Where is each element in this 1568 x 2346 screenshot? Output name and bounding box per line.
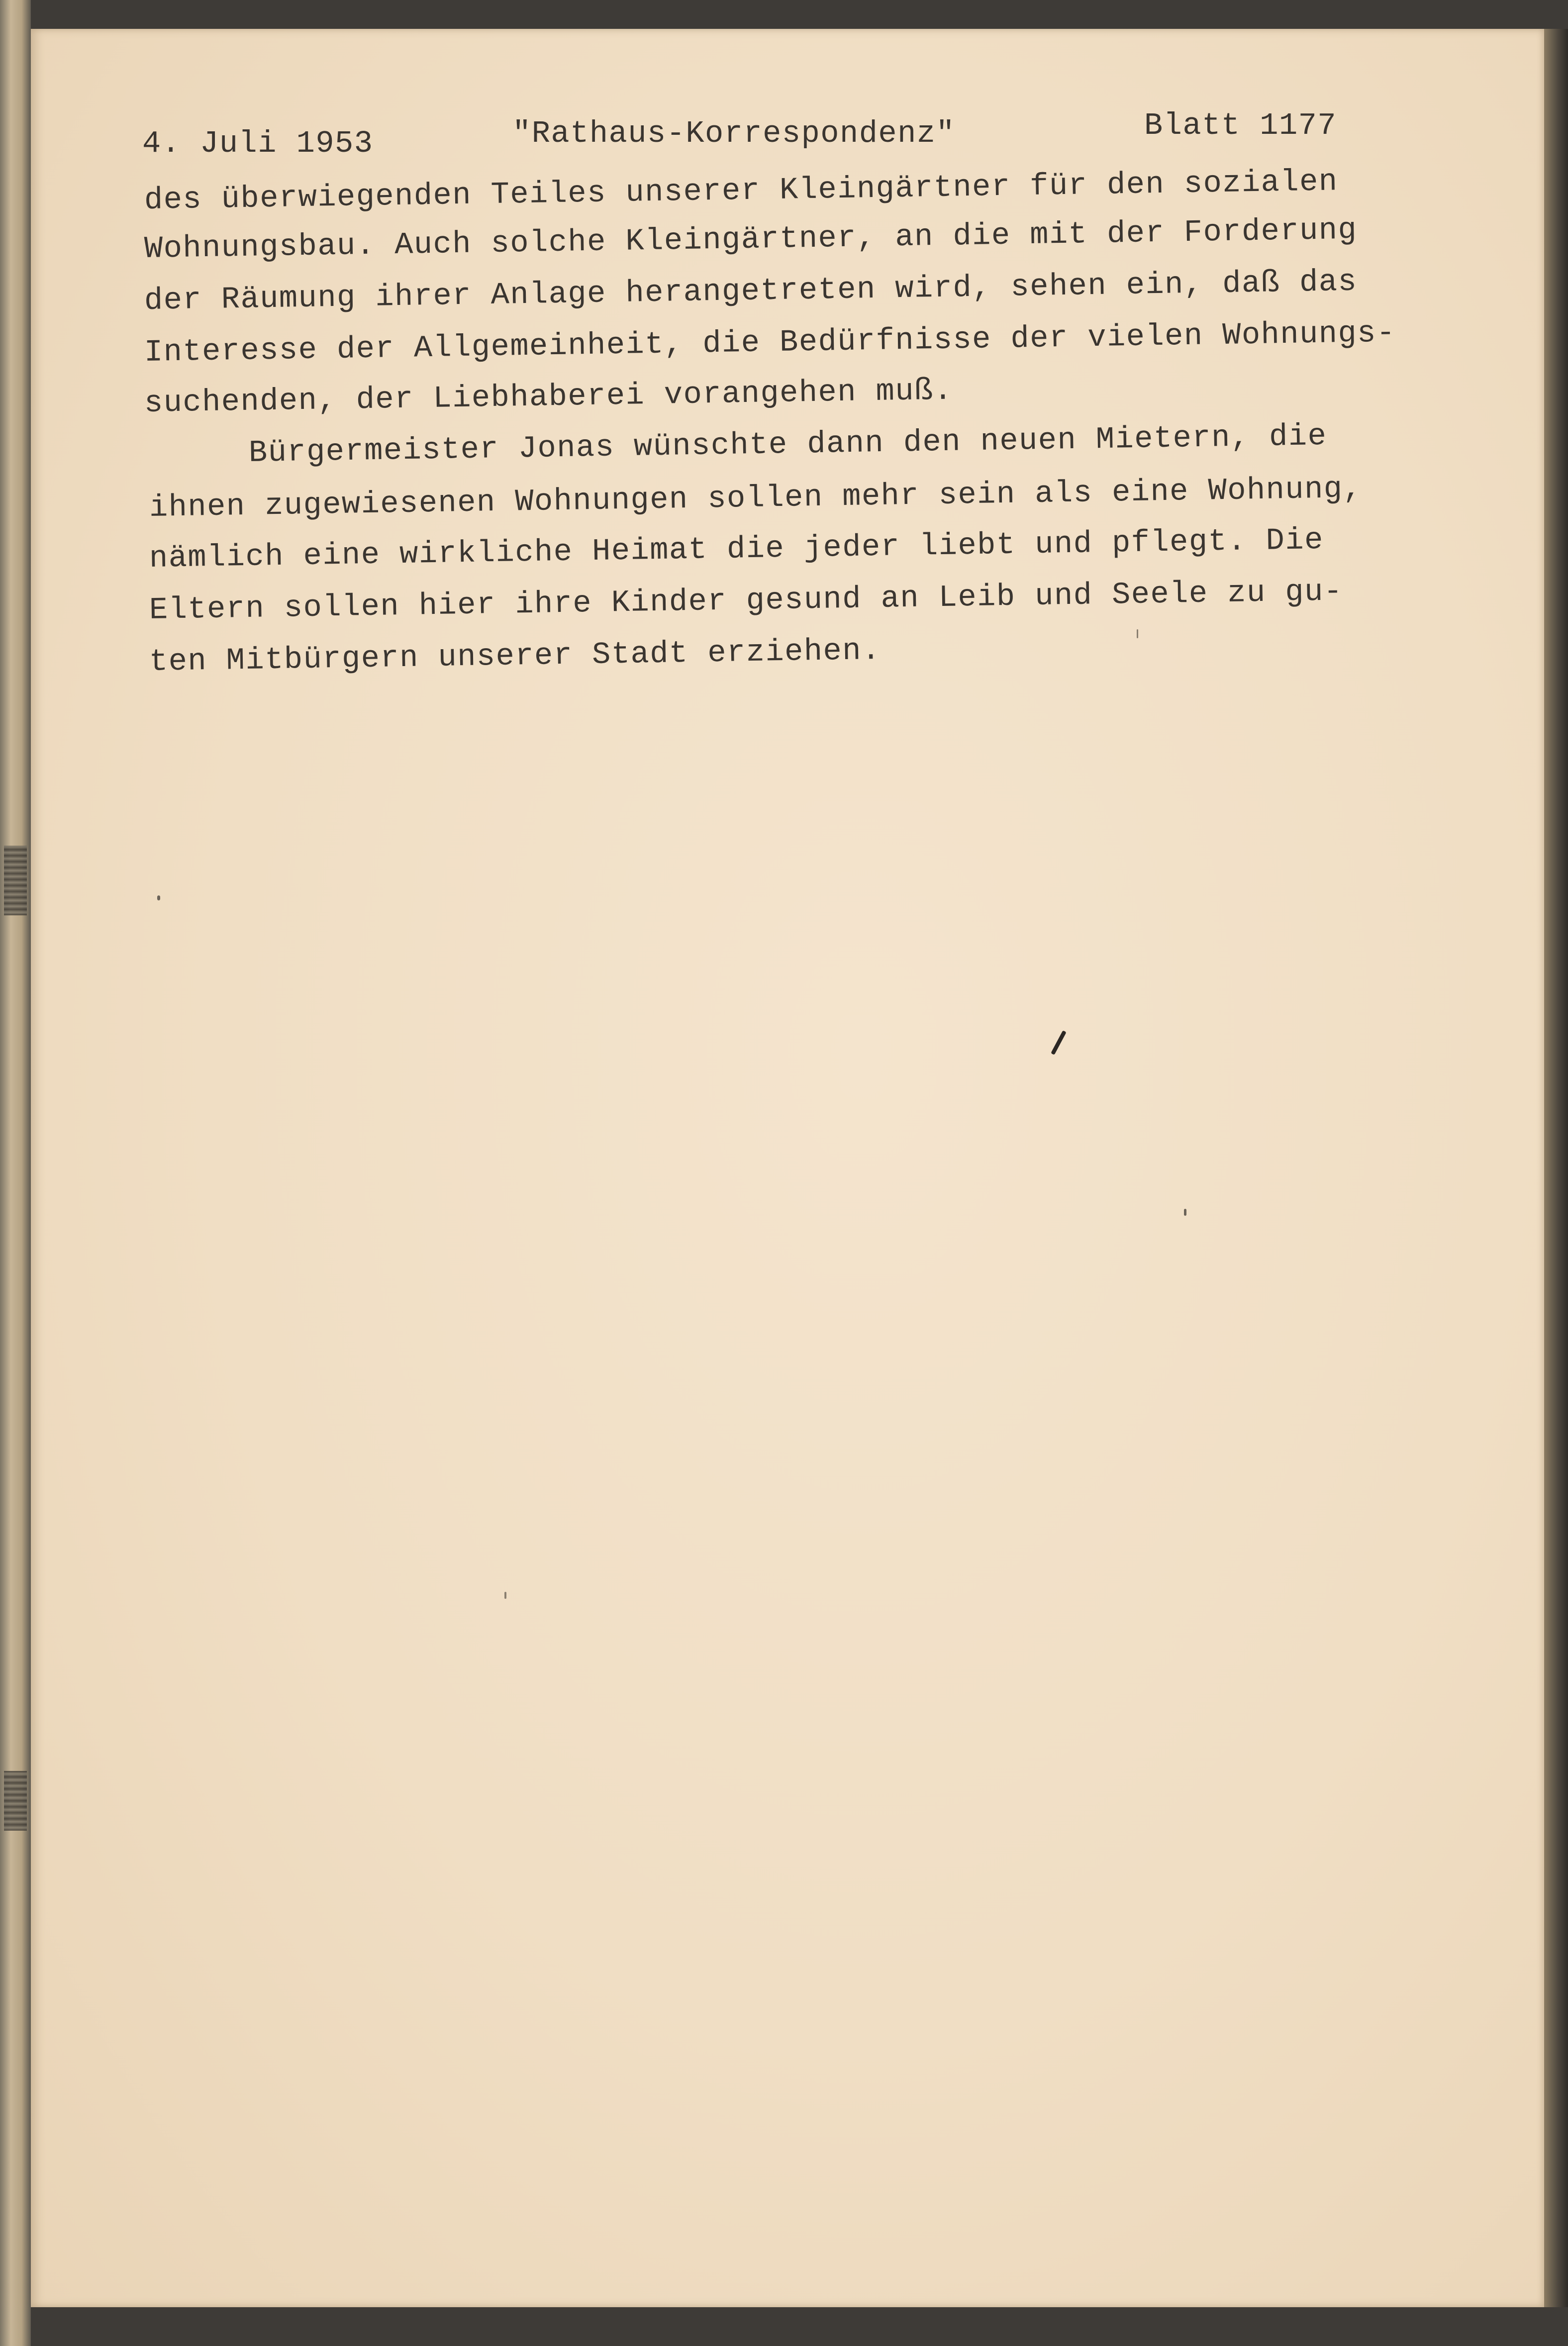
ink-speck [504,1592,506,1599]
body-line: ten Mitbürgern unserer Stadt erziehen. [149,632,882,680]
binding-notch [4,846,27,915]
ink-speck [1184,1209,1186,1216]
ink-speck [157,895,160,900]
binding-edge [0,0,31,2346]
page-edge-shadow [1544,29,1568,2307]
body-line: des überwiegenden Teiles unserer Kleingärtner für den sozialen [144,164,1339,218]
header-date: 4. Juli 1953 [142,126,374,161]
body-line: Wohnungsbau. Auch solche Kleingärtner, an die mit der Forderung [144,212,1358,267]
body-line: ihnen zugewiesenen Wohnungen sollen mehr sein als eine Wohnung, [149,471,1363,525]
header-sheet-number: Blatt 1177 [1144,108,1337,143]
body-line: suchenden, der Liebhaberei vorangehen muß. [144,373,954,421]
document-page [31,29,1544,2307]
ink-speck [1137,629,1138,638]
binding-notch [4,1771,27,1831]
body-line: Interesse der Allgemeinheit, die Bedürfnisse der vielen Wohnungs- [144,315,1396,370]
body-line: Eltern sollen hier ihre Kinder gesund an Leib und Seele zu gu- [149,574,1344,628]
header-publication: "Rathaus-Korrespondenz" [512,116,956,151]
body-line: der Räumung ihrer Anlage herangetreten wird, sehen ein, daß das [144,264,1358,318]
body-line: Bürgermeister Jonas wünschte dann den neuen Mietern, die [248,418,1327,471]
body-line: nämlich eine wirkliche Heimat die jeder liebt und pflegt. Die [149,522,1324,576]
